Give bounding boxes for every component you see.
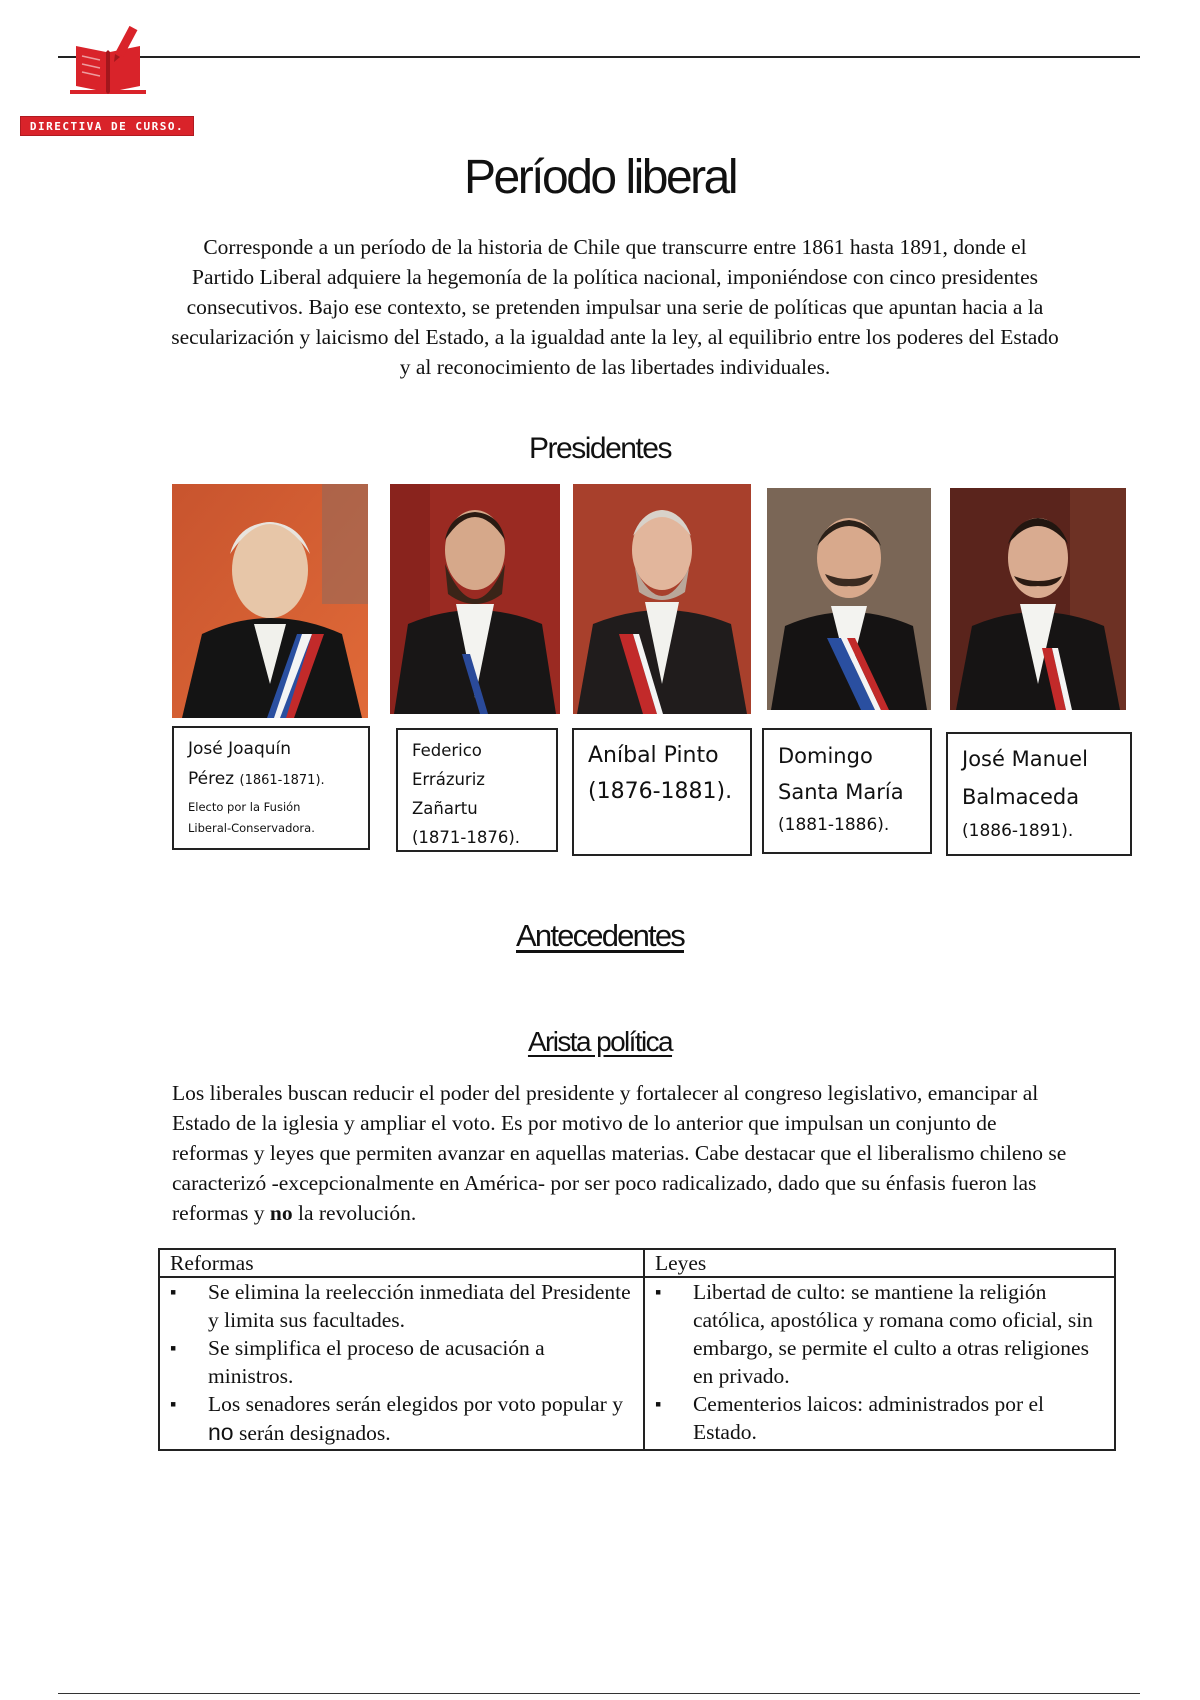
portrait-jose-manuel-balmaceda — [950, 488, 1126, 710]
arista-bold: no — [269, 1201, 293, 1225]
list-item: ▪ Cementerios laicos: administrados por el Estado. — [655, 1390, 1104, 1446]
caption-anibal-pinto — [572, 728, 752, 856]
reformas-cell — [159, 1277, 644, 1450]
reformas-leyes-table — [158, 1248, 1116, 1451]
logo-banner: DIRECTIVA DE CURSO. — [20, 116, 194, 136]
caption-line: José Manuel — [962, 747, 1088, 771]
caption-line: Aníbal Pinto — [588, 743, 719, 768]
arista-text: Los liberales buscan reducir el poder del presidente y fortalecer al congreso legislativo, emancipar al Estado de la iglesia y ampliar el voto. Es por motivo de lo anterior que impulsan un conjunto de reformas y leyes que permiten avanzar en aquellas materias. Cabe destacar que el liberalismo chileno se caracterizó -excepcionalmente en América- por ser poco radicalizado, dado que su énfasis fueron las reformas y — [172, 1081, 1067, 1225]
list-item: ▪ Libertad de culto: se mantiene la religión católica, apostólica y romana como oficial, sin embargo, se permite el culto a otras religiones en privado. — [655, 1278, 1104, 1390]
reformas-list — [170, 1278, 633, 1447]
caption-line: Federico — [412, 741, 482, 760]
caption-line: Santa María — [778, 780, 904, 804]
caption-years: (1881-1886). — [778, 815, 890, 835]
footer-rule — [58, 1693, 1140, 1694]
page-title: Período liberal — [463, 151, 736, 204]
caption-line: Domingo — [778, 744, 873, 768]
portrait-anibal-pinto — [573, 484, 751, 714]
book-pencil-icon — [68, 24, 148, 116]
list-item-emphasis: no — [208, 1419, 234, 1445]
arista-paragraph — [172, 1078, 1072, 1228]
caption-years: (1861-1871). — [239, 773, 325, 788]
reformas-header: Reformas — [159, 1249, 644, 1277]
arista-politica-heading: Arista política — [527, 1026, 673, 1057]
caption-line: José Joaquín — [188, 739, 292, 759]
caption-years: (1871-1876). — [412, 828, 521, 847]
intro-paragraph: Corresponde a un período de la historia de Chile que transcurre entre 1861 hasta 1891, donde el Partido Liberal adquiere la hegemonía de la política nacional, imponiéndose con cinco presidentes consecutivos. Bajo ese contexto, se pretenden impulsar una serie de políticas que apuntan hacia a la secularización y laicismo del Estado, a la igualdad ante la ley, al equilibrio entre los poderes del Estado y al reconocimiento de las libertades individuales. — [171, 235, 1059, 379]
list-item-text: Los senadores serán elegidos por voto popular y — [208, 1392, 623, 1416]
portrait-jose-joaquin-perez — [172, 484, 368, 718]
caption-line: Balmaceda — [962, 785, 1080, 809]
leyes-header: Leyes — [644, 1249, 1115, 1277]
caption-jose-manuel-balmaceda — [946, 732, 1132, 856]
header-rule — [58, 56, 1140, 58]
logo — [20, 24, 194, 136]
list-item — [170, 1390, 633, 1447]
table-row — [159, 1277, 1115, 1450]
caption-note: Electo por la Fusión — [188, 800, 301, 814]
portrait-federico-errazuriz — [390, 484, 560, 714]
caption-line — [188, 764, 354, 796]
caption-years: (1876-1881). — [588, 779, 733, 804]
caption-years: (1886-1891). — [962, 821, 1074, 841]
list-item: ▪ Se elimina la reelección inmediata del Presidente y limita sus facultades. — [170, 1278, 633, 1334]
leyes-cell — [644, 1277, 1115, 1450]
list-item: ▪ Se simplifica el proceso de acusación a ministros. — [170, 1334, 633, 1390]
caption-domingo-santa-maria — [762, 728, 932, 854]
portrait-domingo-santa-maria — [767, 488, 931, 710]
presidents-heading: Presidentes — [529, 432, 671, 465]
leyes-list — [655, 1278, 1104, 1446]
caption-name: Pérez — [188, 769, 235, 789]
table-header-row — [159, 1249, 1115, 1277]
caption-line: Zañartu — [412, 799, 478, 818]
list-item-text-end: serán designados. — [233, 1421, 391, 1445]
caption-line: Errázuriz — [412, 770, 485, 789]
caption-jose-joaquin-perez — [172, 726, 370, 850]
antecedentes-heading: Antecedentes — [516, 918, 684, 953]
arista-text-end: la revolución. — [292, 1201, 417, 1225]
caption-note: Liberal-Conservadora. — [188, 821, 315, 835]
caption-federico-errazuriz — [396, 728, 558, 852]
